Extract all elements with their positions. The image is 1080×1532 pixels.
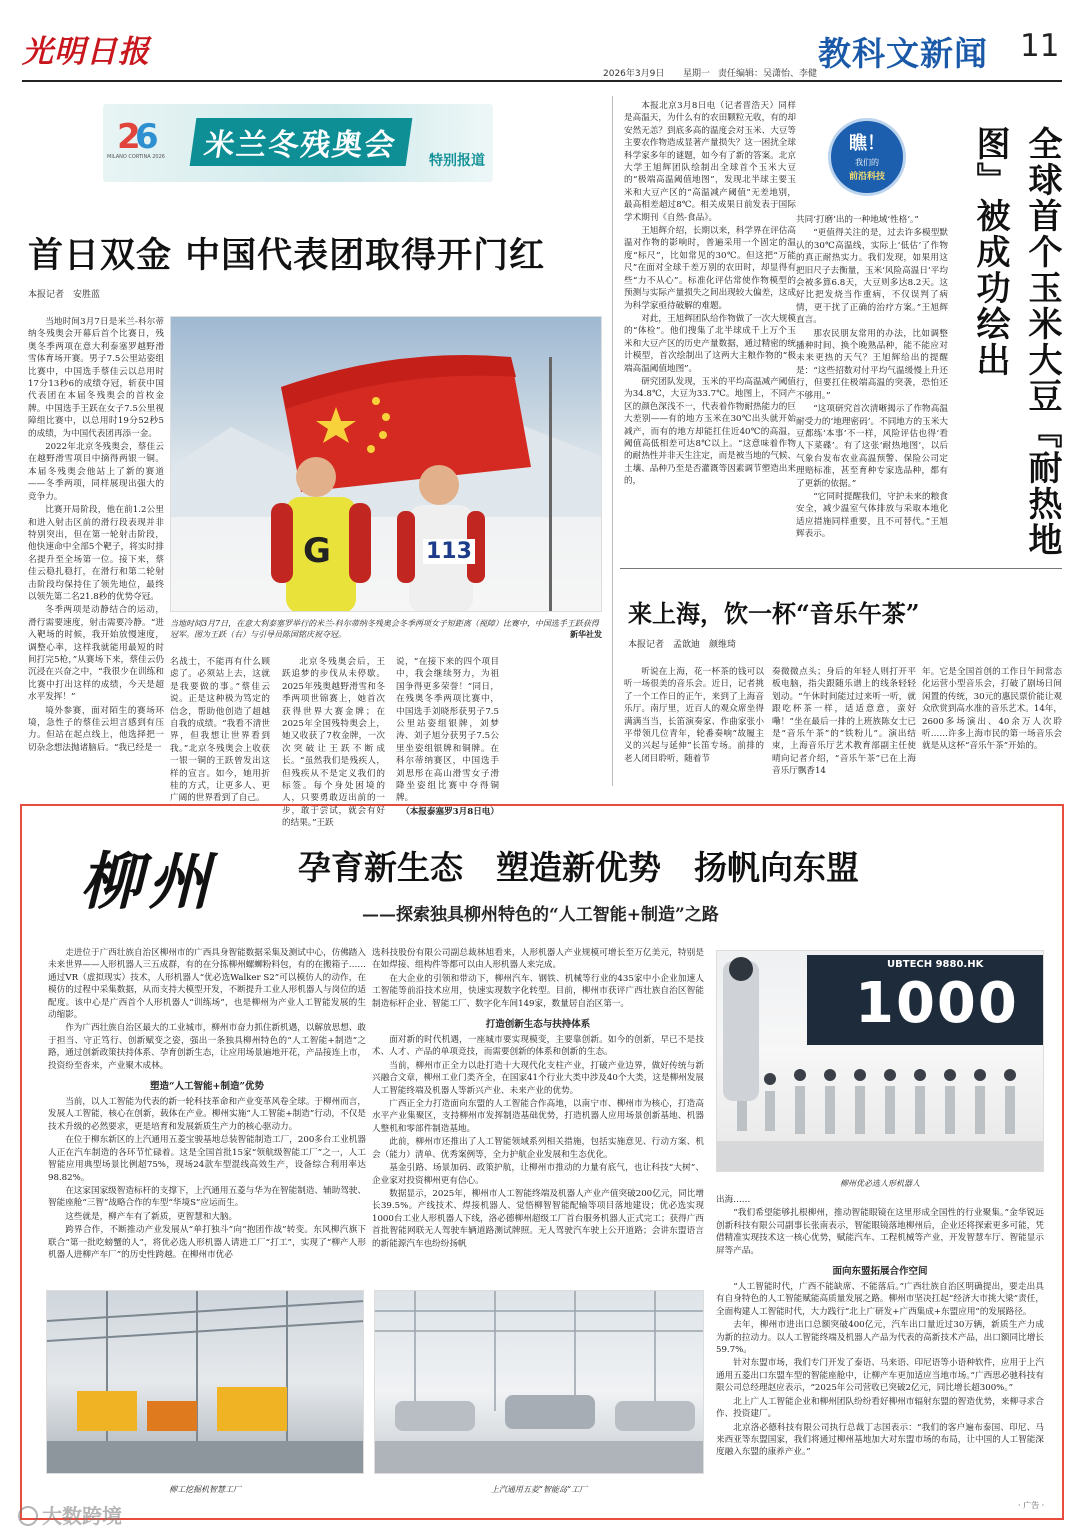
wuling-factory-photo <box>374 1290 704 1474</box>
paragraph: 年。它是全国首创的工作日午间常态化运营小型音乐会，打破了剧场日间闲置的传统，30元的惠民票价能让观众欣赏到高水准的音乐艺术。14年，2600多场演出、40余万人次聆听……许多上海市民的第一场音乐会就是从这杯“音乐午茶”开始的。 <box>922 667 1062 752</box>
paragraph: 基金引路、场景加码、政策护航，让柳州市推动的力量有底气，也让科技“大树”、企业家对投资柳州更有信心。 <box>372 1163 704 1186</box>
editors: 责任编辑：吴潇怡、李健 <box>718 69 818 79</box>
svg-text:2: 2 <box>117 117 141 157</box>
corn-col-2 <box>796 214 948 542</box>
paragraph: 王旭辉介绍，长期以来，科学界在评估高温对作物的影响时，普遍采用一个固定的温度“标尺”，比如常见的30℃。但这把“万能尺”在面对全球千差万别的农田时，却显得有些“力不从心”。标准化评估常使作物模型的预测与实际产量损失之间出现较大偏差，这成为科学家亟待破解的难题。 <box>624 226 796 311</box>
paragraph: “我们希望能够扎根柳州，推动智能眼镜在这里形成全国性的行业聚集。”金华锐远创新科技有限公司副事长张南表示，智能眼镜落地柳州后，企业还将探索更多可能，凭借精准实现技术这一核心优势，赋能汽车、工程机械等产业，开发智慧车厅、智能显示屏等产品。 <box>716 1208 1044 1256</box>
caption-credit: 新华社发 <box>570 629 602 639</box>
paragraph: “更值得关注的是，过去许多模型默认的30℃高温线，实际上‘低估’了作物的真正耐热实力。我们发现，如果用这把旧尺子去衡量，玉米‘风险高温日’平均会被多算6.8天，大豆则多达8.2天。这好比把发烧当作重病，不仅误判了病情，更干扰了正确的治疗方案。”王旭辉直言。 <box>796 228 948 326</box>
olympics-banner <box>103 104 493 182</box>
music-col-3 <box>922 666 1062 754</box>
paragraph: 奏微微点头；身后的年轻人则打开平板电脑，指尖跟随乐谱上的线条轻轻划动。“午休时间能过过来听一听，就跟吃杯茶一样，适适意意，蛮好嘞！”坐在最后一排的上班族陈女士已是“音乐午茶”的“铁粉儿”。演出结束，上海音乐厅艺术教育部副主任使晴向记者介绍，“音乐午茶”已在上海音乐厅飘香14 <box>772 667 916 777</box>
ad-calligraphy: 柳州 <box>80 845 217 918</box>
paragraph: 那农民朋友常用的办法，比如调整播种时间、换个晚熟品种，能不能应对未来更热的天气？王旭辉给出的提醒是：“这些招数对付平均气温缓慢上升还行，但要扛住极端高温的突袭，恐怕还不够用。” <box>796 328 948 401</box>
paragraph: 在位于柳东新区的上汽通用五菱宝骏基地总装智能制造工厂，200多台工业机器人正在汽车制造的各环节忙碌着。这是全国首批15家“领航级智能工厂”之一，人工智能应用典型场景比例超75%，现场24款车型混线高效生产，设备综合利用率达98.82%。 <box>48 1135 366 1183</box>
watermark <box>18 1500 122 1529</box>
paragraph: 当前，柳州市正全力以赴打造十大现代化支柱产业，打破产业边界，做好传统与新兴融合文章，柳州工业门类齐全，在国家41个行业大类中涉及40个大类，这是柳州发展人工智能终端及机器人等新兴产业、未来产业的优势。 <box>372 1060 704 1096</box>
ad-subheading: 塑造“人工智能+制造”优势 <box>150 1081 264 1093</box>
paragraph: 北上广人工智能企业和柳州团队纷纷看好柳州市辐射东盟的智造优势，来柳寻求合作、投资建厂。 <box>716 1396 1044 1420</box>
ad-subheading: 面向东盟拓展合作空间 <box>832 1266 928 1278</box>
paragraph: 面对新的时代机遇，一座城市要实现模变，主要靠创新。如今的创新，早已不是技术、人才、产品的单项竞技，而需要创新的体系和创新的生态。 <box>372 1035 704 1058</box>
ad-subheading: 打造创新生态与扶持体系 <box>485 1019 591 1031</box>
paragraph: 在这家国家级智造标杆的支撑下，上汽通用五菱与华为在智能制造、辅助驾驶、智能座舱“三智”战略合作的车型“华境S”应运而生。 <box>48 1185 366 1209</box>
paragraph: 对此，王旭辉团队给作物做了一次大规模的“体检”。他们搜集了北半球成千上万个玉米和大豆产区的历史产量数据，通过精密的统计模型，首次绘制出了这两大主粮作物的“极端高温阈值地图”。 <box>624 313 796 374</box>
paragraph: 境外参赛，面对陌生的赛场环境，急性子的蔡佳云坦言感到有压力。但站在起点线上，他选择把一切杂念想法抛诸脑后。“我已经是一 <box>28 705 164 753</box>
corn-headline: 全球首个玉米大豆『耐热地图』被成功绘出 <box>970 126 1062 558</box>
paragraph: 北京冬残奥会后，王跃追梦的步伐从未停歇。2025年残奥越野滑雪和冬季两项世锦赛上，她首次获得世界大赛金牌；在2025年全国残特奥会上，她又收获了7枚金牌，一次次突破让王跃不断成长。“虽然我们是残疾人，但残疾从不是定义我们的标签。每个身处困境的人，只要勇敢迈出前的一步，敢于尝试，就会有好的结果。”王跃 <box>282 657 385 829</box>
olympics-col-4 <box>396 656 499 819</box>
watermark-logo-icon <box>18 1506 38 1526</box>
paragraph: 针对东盟市场，我们专门开发了泰语、马来语、印尼语等小语种软件，应用于上汽通用五菱出口东盟车型的智能座舱中，让柳产车更加适应当地市场。”广西思必驰科技有限公司总经理赵应表示，“2025年公司营收已突破2亿元，同比增长超300%。” <box>716 1358 1044 1394</box>
banner-title: 米兰冬残奥会 <box>190 118 413 166</box>
paragraph: 在大企业的引领和带动下，柳州汽车、钢铁、机械等行业的435家中小企业加速人工智能等前沿技术应用，快速实现数字化转型。目前，柳州市获评广西壮族自治区智能制造标杆企业、智能工厂、数字化车间149家，数量居自治区第一。 <box>372 973 704 1009</box>
ad-mark: · 广告 · <box>1018 1501 1045 1510</box>
paragraph: 说，“在接下来的四个项目中，我会继续努力，为祖国争得更多荣誉！”同日，在残奥冬季两项比赛中，中国选手刘晓彤获男子7.5公里站姿组银牌，刘梦涛、刘子旭分获男子7.5公里坐姿组银牌和铜牌。在科尔蒂纳赛区，中国选手刘思彤在高山滑雪女子滑降坐姿组比赛中夺得铜牌。 <box>396 657 499 804</box>
paragraph: 名战士，不能再有什么顾虑了。必须站上去，这就是我要做的事。”蔡佳云说。正是这种极为笃定的信念，帮助他创造了超越自我的成绩。“我看不清世界，但我想让世界看到我。”北京冬残奥会上收获一银一铜的王跃曾发出这样的宣言。如今，她用折桂的方式，让更多人、更广阔的世界看到了自己。 <box>170 657 270 804</box>
olympics-byline: 本报记者 安胜蓝 <box>28 290 101 300</box>
paragraph: 当前，以人工智能为代表的新一轮科技革命和产业变革风卷全球。于柳州而言，发展人工智能，核心在创新，载体在产业。柳州实施“人工智能+制造”行动，不仅是技术升级的必然要求，更是培育和发展新质生产力的核心驱动力。 <box>48 1097 366 1132</box>
caption-text: 当地时间3月7日，在意大利泰塞罗举行的米兰-科尔蒂纳冬残奥会冬季两项女子短距离（视障）比赛中，中国选手王跃获得冠军。图为王跃（右）与引导员陈国铭庆祝夺冠。 <box>170 619 599 639</box>
paragraph: 跨界合作，不断推动产业发展从“单打独斗”向“抱团作战”转变。东风柳汽旗下联合“第一批吃螃蟹的人”，将优必选人形机器人请进工厂“打工”，实现了“柳产人形机器人进柳产车厂”的历史性跨越。在柳州市优必 <box>48 1225 366 1260</box>
paragraph: 听说在上海，花一杯茶的钱可以听一场很美的音乐会。近日，记者挑了一个工作日的正午，来到了上海音乐厅。南厅里，近百人的观众席坐得满满当当，长笛演奏家、作曲家张小平带领几位青年，轮番奏响“故履主义的兴起与延伸”长笛专场。前排的老人闭目聆听，随着节 <box>624 667 764 764</box>
ad-col-1 <box>48 947 366 1262</box>
banner-tag: 特别报道 <box>429 153 485 169</box>
car-line-illustration <box>375 1291 704 1474</box>
robot-photo-caption: 柳州优必选人形机器人 <box>840 1179 920 1188</box>
paragraph: 冬季两项是动静结合的运动，滑行需要速度，射击需要冷静。“进入靶场的时候，我开始放慢速度，调整心率，这样我就能用最短的时间打完5枪，”从赛场下来，蔡佳云仍沉浸在兴奋之中，“我很少在训练和比赛中打出这样的成绩，今天是超水平发挥！” <box>28 605 164 703</box>
olympics-col-1 <box>28 316 164 755</box>
corn-col-1 <box>624 100 796 489</box>
paragraph: 北京洛必德科技有限公司执行总裁丁志国表示：“我们的客户遍布泰国、印尼、马来西亚等东盟国家，我们将通过柳州基地加大对东盟市场的布局，让中国的人工智能深度融入东盟的康养产业。” <box>716 1422 1044 1458</box>
section-title: 教科文新闻 <box>818 34 988 73</box>
badge-sub2: 前沿科技 <box>848 172 885 182</box>
page-number: 11 <box>1020 28 1060 64</box>
masthead-rule <box>22 80 1062 82</box>
tech-badge <box>828 118 906 196</box>
paragraph: 选科技股份有限公司副总裁林旭看来，人形机器人产业规模可增长至万亿美元，特别是在如焊接、组构件等都可以由人形机器人来完成。 <box>372 948 704 971</box>
robot-banner-number: 1000 <box>855 971 1019 1036</box>
excavator-factory-photo <box>46 1290 364 1474</box>
paragraph: 共同‘打磨’出的一种地域‘性格’。” <box>796 215 919 225</box>
excavator-photo-caption: 柳工挖掘机智慧工厂 <box>169 1485 241 1494</box>
paragraph: “人工智能时代，广西不能缺席、不能落后。”广西壮族自治区明确提出，要走出具有自身特色的人工智能赋能高质量发展之路。柳州市坚决扛起“经济大市挑大梁”责任，全面构建人工智能时代，大力践行“北上广研发+广西集成+东盟应用”的发展路径。 <box>716 1282 1044 1317</box>
paragraph: 出海…… <box>716 1195 751 1205</box>
masthead <box>0 0 1080 79</box>
paragraph: 研究团队发现，玉米的平均高温减产阈值为34.8℃，大豆为33.7℃。地图上，不同产区的颜色深浅不一，代表着作物耐热能力的巨大差别——有的地方玉米在30℃出头就开始减产，而有的地方却能扛住近40℃的高温，阈值高低相差可达8℃以上。“这意味着作物的耐热性并非天生注定，而是被当地的气候、土壤、品种乃至是否灌溉等因素调节塑造出来的， <box>624 376 796 487</box>
paragraph: 数据显示，2025年，柳州市人工智能终端及机器人产业产值突破200亿元，同比增长39.5%。产线技术、焊接机器人、觉悟柳智智能配输等项目落地建设；优必选实现1000台工业人形机器人下线，洛必德柳州超级工厂首台服务机器人正式完工；获得广西首批智能网联无人驾驶车辆道路测试牌照。无人驾驶汽车驶上公开道路；会讲东盟语言的新能源汽车也纷纷扬帆 <box>372 1188 704 1249</box>
music-byline: 本报记者 孟歆迪 颜维琦 <box>628 640 737 650</box>
ad-subtitle: ——探索独具柳州特色的“人工智能+制造”之路 <box>362 905 719 925</box>
paragraph: 广西正全力打造面向东盟的人工智能合作高地，以南宁市、柳州市为核心，打造高水平产业集聚区，支持柳州市发挥制造基础优势，打造机器人应用场景创新基地、机器人整机和零部件制造基地。 <box>372 1099 704 1134</box>
watermark-text: 大数跨境 <box>42 1504 122 1528</box>
music-col-1 <box>624 666 764 766</box>
newspaper-logo: 光明日报 <box>22 34 150 70</box>
olympics-headline: 首日双金 中国代表团取得开门红 <box>28 235 546 276</box>
robot-photo <box>716 950 1044 1172</box>
bib-right: 113 <box>423 539 475 564</box>
photo-caption <box>170 618 602 640</box>
ad-title: 孕育新生态 塑造新优势 扬帆向东盟 <box>298 848 859 887</box>
paragraph: 2022年北京冬残奥会，蔡佳云在越野滑雪项目中摘得两银一铜。本届冬残奥会他站上了新的赛道——冬季两项，同样展现出强大的竞争力。 <box>28 442 164 502</box>
paragraph: 这些就是，柳产车有了新质，更智慧和大脑。 <box>65 1211 238 1222</box>
robots-illustration <box>717 951 1044 1172</box>
paragraph: 当地时间3月7日是米兰-科尔蒂纳冬残奥会开幕后首个比赛日，残奥冬季两项在意大利泰塞罗越野滑雪体育场开赛。男子7.5公里站姿组比赛中，中国选手蔡佳云以总用时17分13秒6的成绩夺冠，斩获中国代表团在本届冬残奥会的首枚金牌。中国选手王跃在女子7.5公里视障组比赛中，以总用时19分52秒5的成绩，为中国代表团再添一金。 <box>28 317 164 439</box>
paragraph: 本报北京3月8日电（记者晋浩天）同样是高温天，为什么有的农田颗粒无收，有的却安然无恙？到底多高的温度会对玉米、大豆等主要农作物造成显著产量损失？这一困扰全球科学家多年的谜题，如今有了新的答案。北京大学王旭辉团队绘制出全球首个玉米大豆的“极端高温阈值地图”，发现北半球主要玉米和大豆产区的“高温减产阈值”无差地别，最高相差超过8℃。相关成果日前发表于国际学术期刊《自然-食品》。 <box>624 101 796 223</box>
column-divider <box>612 96 613 786</box>
ad-col-3 <box>716 1194 1044 1460</box>
bib-left: G <box>303 531 331 571</box>
svg-text:6: 6 <box>135 117 159 157</box>
wuling-photo-caption: 上汽通用五菱“智能岛”工厂 <box>490 1485 588 1494</box>
excavator-illustration <box>47 1291 364 1474</box>
paragraph: 比赛开局阶段，他在前1.2公里和进入射击区前的滑行段表现并非特别突出，但在第一轮射击阶段，他快速命中全部5个靶子，将实时排名提升至全场第一位。接下来，蔡佳云稳扎稳打，在滑行和第二轮射击阶段均保持住了领先地位，最终以领先第二名21.8秒的优势夺冠。 <box>28 505 164 602</box>
badge-sub1: 我们的 <box>855 158 879 167</box>
dateline: （本报泰塞罗3月8日电） <box>401 806 499 817</box>
issue-date: 2026年3月9日 <box>603 69 665 79</box>
milano-cortina-logo <box>107 110 165 174</box>
badge-title: 瞧！ <box>849 133 885 154</box>
paragraph: 去年，柳州市进出口总额突破400亿元，汽车出口量近过30万辆，新质生产力成为新的拉动力。以人工智能终端及机器人产品为代表的高新技术产品，出口额同比增长59.7%。 <box>716 1320 1044 1356</box>
paragraph: “它同时提醒我们，守护未来的粮食安全，减少温室气体排放与采取本地化适应措施同样重要，且不可替代。”王旭辉表示。 <box>796 491 948 540</box>
robot-banner-brand: UBTECH 9880.HK <box>887 959 984 970</box>
music-col-2 <box>772 666 916 779</box>
paragraph: 作为广西壮族自治区最大的工业城市，柳州市奋力抓住新机遇，以解放思想、敢于担当、守正笃行、创新赋变之姿，强出一条独具柳州特色的“人工智能+制造”之路，通过创新政策扶持体系、孕育创新生态，让应用场景遍地开花，产品接连上市，投资纷至沓来，产业聚木成林。 <box>48 1023 366 1071</box>
olympics-photo <box>170 316 602 612</box>
issue-weekday: 星期一 <box>683 69 711 79</box>
paragraph: 走进位于广西壮族自治区柳州市的广西具身智能数据采集及测试中心，仿佛踏入未来世界——人形机器人三五成群，有的在分拣柳州螺蛳粉料包，有的在搬箱子……通过VR（虚拟现实）技术，人形机器人“优必选Walker S2”可以模仿人的动作，在模仿的过程中采集数据，从而支持大模型开发，不断提升工业人形机器人与岗位的适配度。该中心是广西首个人形机器人“训练场”，也是柳州为产业人工智能发展的生动缩影。 <box>48 948 366 1021</box>
paragraph: “这项研究首次清晰揭示了作物高温耐受力的‘地理密码’。不同地方的玉米大豆都练‘本事’不一样，风险评估也得‘看人下菜碟’。有了这张‘耐热地图’，以后气象台发布农业高温预警、保险公司定理赔标准，甚至育种专家选品种，都有了更新的依据。” <box>796 404 948 489</box>
section-rule <box>620 568 1062 569</box>
music-headline: 来上海，饮一杯“音乐午茶” <box>628 599 920 628</box>
olympics-col-2 <box>170 656 270 806</box>
ad-col-2 <box>372 947 704 1251</box>
milano-cortina-text: MILANO CORTINA 2026 <box>107 154 165 160</box>
photo-illustration <box>171 317 602 612</box>
paragraph: 此前，柳州市还推出了人工智能领域系列相关措施，包括实施意见、行动方案、机会（能力）清单、优秀案例等，全力护航企业发展和生态优化。 <box>372 1137 704 1160</box>
